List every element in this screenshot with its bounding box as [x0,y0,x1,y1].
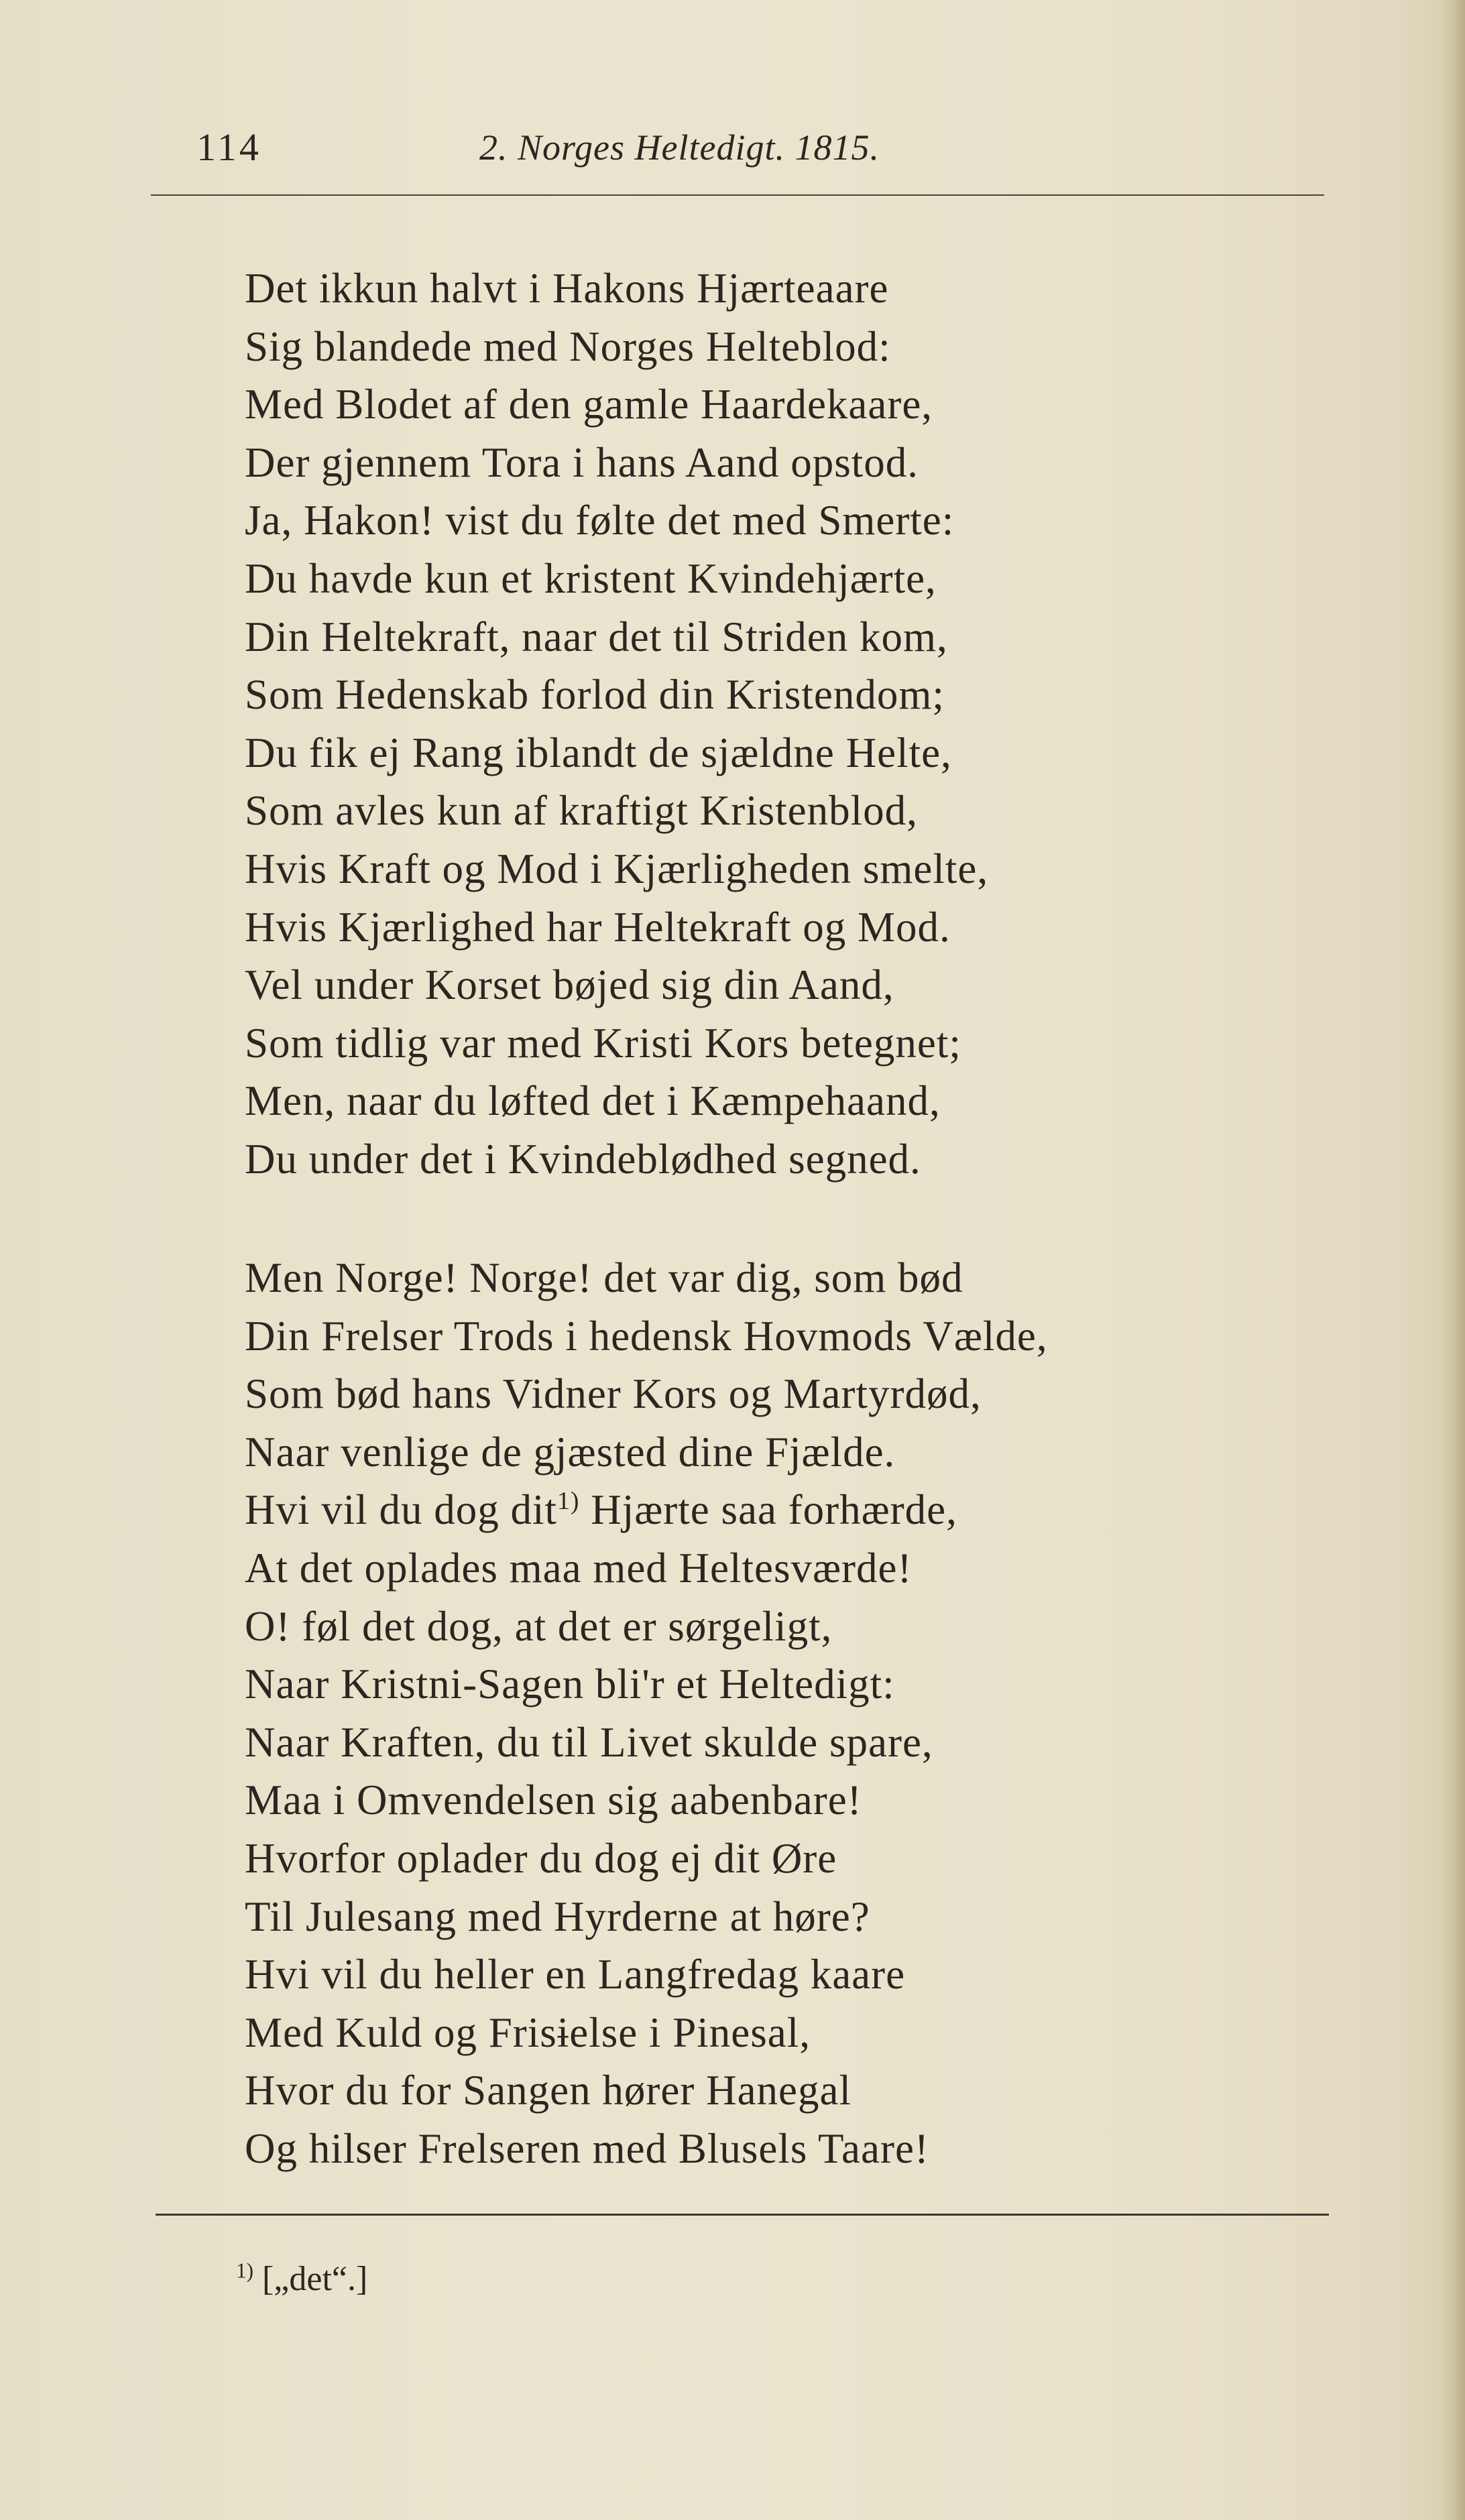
verse-line: Du under det i Kvindeblødhed segned. [245,1135,921,1183]
verse-line: Og hilser Frelseren med Blusels Taare! [245,2124,929,2172]
stanza-2 [245,1249,1331,2178]
verse-text: Hvi vil du dog dit [245,1486,558,1534]
verse-line: Ja, Hakon! vist du følte det med Smerte: [245,497,955,544]
verse-line: At det oplades maa med Heltesværde! [245,1544,913,1592]
page-edge [1442,0,1465,2520]
running-header [151,121,1331,174]
verse-line: O! føl det dog, at det er sørgeligt, [245,1602,833,1650]
verse-line: Du havde kun et kristent Kvindehjærte, [245,554,937,602]
verse-line-with-note [245,1481,1331,1539]
footnote-text: [„det“.] [253,2260,368,2298]
footnote [236,2256,367,2303]
verse-line: Naar Kristni-Sagen bli'r et Heltedigt: [245,1661,895,1708]
page-number: 114 [196,125,261,169]
verse-line: Hvi vil du heller en Langfredag kaare [245,1951,906,1998]
verse-line: Der gjennem Tora i hans Aand opstod. [245,438,919,486]
verse-line: Som Hedenskab forlod din Kristendom; [245,671,945,719]
verse-line: Hvis Kraft og Mod i Kjærligheden smelte, [245,845,989,892]
verse-line: Som avles kun af kraftigt Kristenblod, [245,787,918,835]
verse-line: Som tidlig var med Kristi Kors betegnet; [245,1019,961,1067]
verse-line: Maa i Omvendelsen sig aabenbare! [245,1777,862,1824]
footnote-rule [156,2214,1329,2216]
footnote-reference: 1) [557,1487,580,1516]
verse-line: Du fik ej Rang iblandt de sjældne Helte, [245,729,952,776]
stanza-1 [245,259,1331,1189]
footnote-marker: 1) [236,2259,253,2283]
verse-line: Det ikkun halvt i Hakons Hjærteaare [245,265,889,312]
verse-line: Hvorfor oplader du dog ej dit Øre [245,1834,837,1882]
running-title: 2. Norges Heltedigt. 1815. [479,127,880,168]
verse-line: Naar venlige de gjæsted dine Fjælde. [245,1428,896,1476]
verse-line: Men, naar du løfted det i Kæmpehaand, [245,1077,941,1125]
verse-line: Som bød hans Vidner Kors og Martyrdød, [245,1370,982,1418]
verse-line: Hvis Kjærlighed har Heltekraft og Mod. [245,903,951,951]
verse-line: Hvor du for Sangen hører Hanegal [245,2067,852,2114]
verse-line: Din Frelser Trods i hedensk Hovmods Vælde, [245,1312,1048,1360]
verse-line: Men Norge! Norge! det var dig, som bød [245,1254,963,1301]
verse-line: Din Heltekraft, naar det til Striden kom, [245,613,948,660]
verse-line: Naar Kraften, du til Livet skulde spare, [245,1718,933,1766]
verse-line: Til Julesang med Hyrderne at høre? [245,1893,870,1940]
verse-line: Med Kuld og Frisɨelse i Pinesal, [245,2008,811,2056]
verse-line: Med Blodet af den gamle Haardekaare, [245,381,933,428]
verse-line: Vel under Korset bøjed sig din Aand, [245,961,894,1009]
verse-text: Hjærte saa forhærde, [579,1486,957,1534]
header-rule [151,194,1324,196]
verse-line: Sig blandede med Norges Helteblod: [245,322,891,370]
